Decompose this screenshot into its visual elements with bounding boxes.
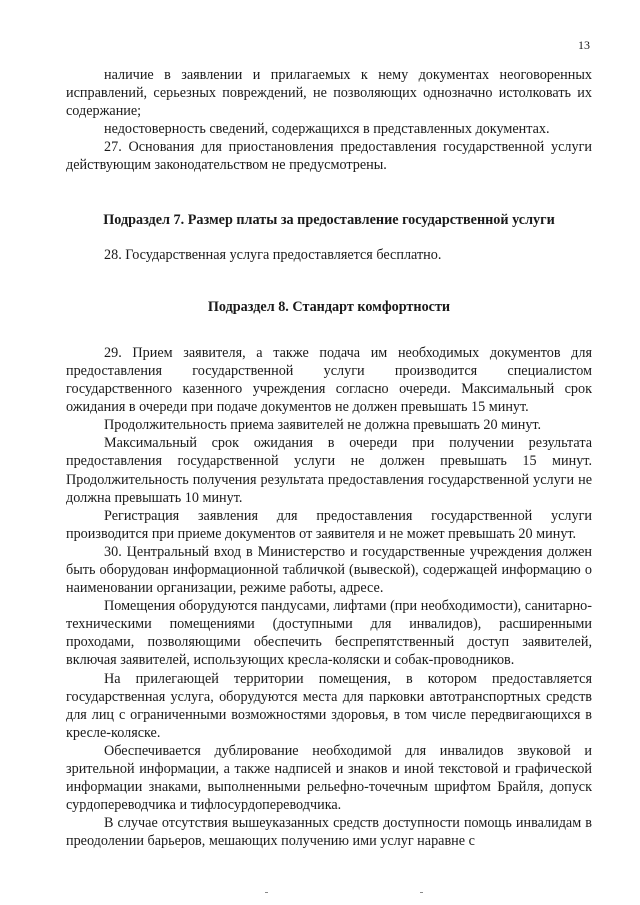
document-body [66, 66, 592, 850]
section-8-paragraph-6: Помещения оборудуются пандусами, лифтами (при необходимости), санитарно-техническими помещениями (доступными для инвалидов), расширенными проходами, позволяющими обеспечить беспрепятственный доступ заявителей, включая заявителей, использующих кресла-коляски и собак-проводников. [66, 598, 592, 669]
section-8-paragraph-7: На прилегающей территории помещения, в котором предоставляется государственная услуга, оборудуются места для парковки автотранспортных средств для лиц с ограниченными возможностями здоровья, в том числе передвигающихся в кресле-коляске. [66, 670, 592, 741]
scan-marks [0, 892, 640, 898]
section-7-paragraph-1: 28. Государственная услуга предоставляется бесплатно. [104, 246, 442, 263]
paragraph-top-3: 27. Основания для приостановления предоставления государственной услуги действующим законодательством не предусмотрены. [66, 139, 592, 174]
section-8-paragraph-9: В случае отсутствия вышеуказанных средств доступности помощь инвалидам в преодолении барьеров, мешающих получению ими услуг наравне с [66, 815, 592, 850]
section-8-paragraph-5: 30. Центральный вход в Министерство и государственные учреждения должен быть оборудован информационной табличкой (вывеской), содержащей информацию о наименовании организации, режиме работы, адресе. [66, 543, 592, 597]
page-number: 13 [578, 38, 590, 52]
paragraph-top-2: недостоверность сведений, содержащихся в представленных документах. [104, 121, 550, 138]
section-8-paragraph-8: Обеспечивается дублирование необходимой для инвалидов звуковой и зрительной информации, а также надписей и знаков и иной текстовой и графической информации знаками, выполненными рельефно-точечным шрифтом Брайля, допуск сурдопереводчика и тифлосурдопереводчика. [66, 742, 592, 814]
scan-mark [420, 892, 423, 893]
section-7-heading: Подраздел 7. Размер платы за предоставление государственной услуги [103, 211, 555, 228]
section-8-paragraph-1: 29. Прием заявителя, а также подача им необходимых документов для предоставления государственной услуги производится специалистом государственного казенного учреждения согласно очереди. Максимальный срок ожидания в очереди при подаче документов не должен превышать 15 минут. [66, 344, 592, 416]
section-8-paragraph-4: Регистрация заявления для предоставления государственной услуги производится при приеме документов от заявителя и не может превышать 20 минут. [66, 507, 592, 542]
paragraph-top-1: наличие в заявлении и прилагаемых к нему документах неоговоренных исправлений, серьезных повреждений, не позволяющих однозначно истолковать их содержание; [66, 67, 592, 120]
scan-mark [265, 892, 268, 893]
section-8-paragraph-3: Максимальный срок ожидания в очереди при получении результата предоставления государственной услуги не должен превышать 15 минут. Продолжительность получения результата предоставления государственной услуги не должна превышать 10 минут. [66, 435, 592, 506]
section-8-paragraph-2: Продолжительность приема заявителей не должна превышать 20 минут. [104, 417, 542, 434]
section-8-heading: Подраздел 8. Стандарт комфортности [207, 298, 451, 315]
